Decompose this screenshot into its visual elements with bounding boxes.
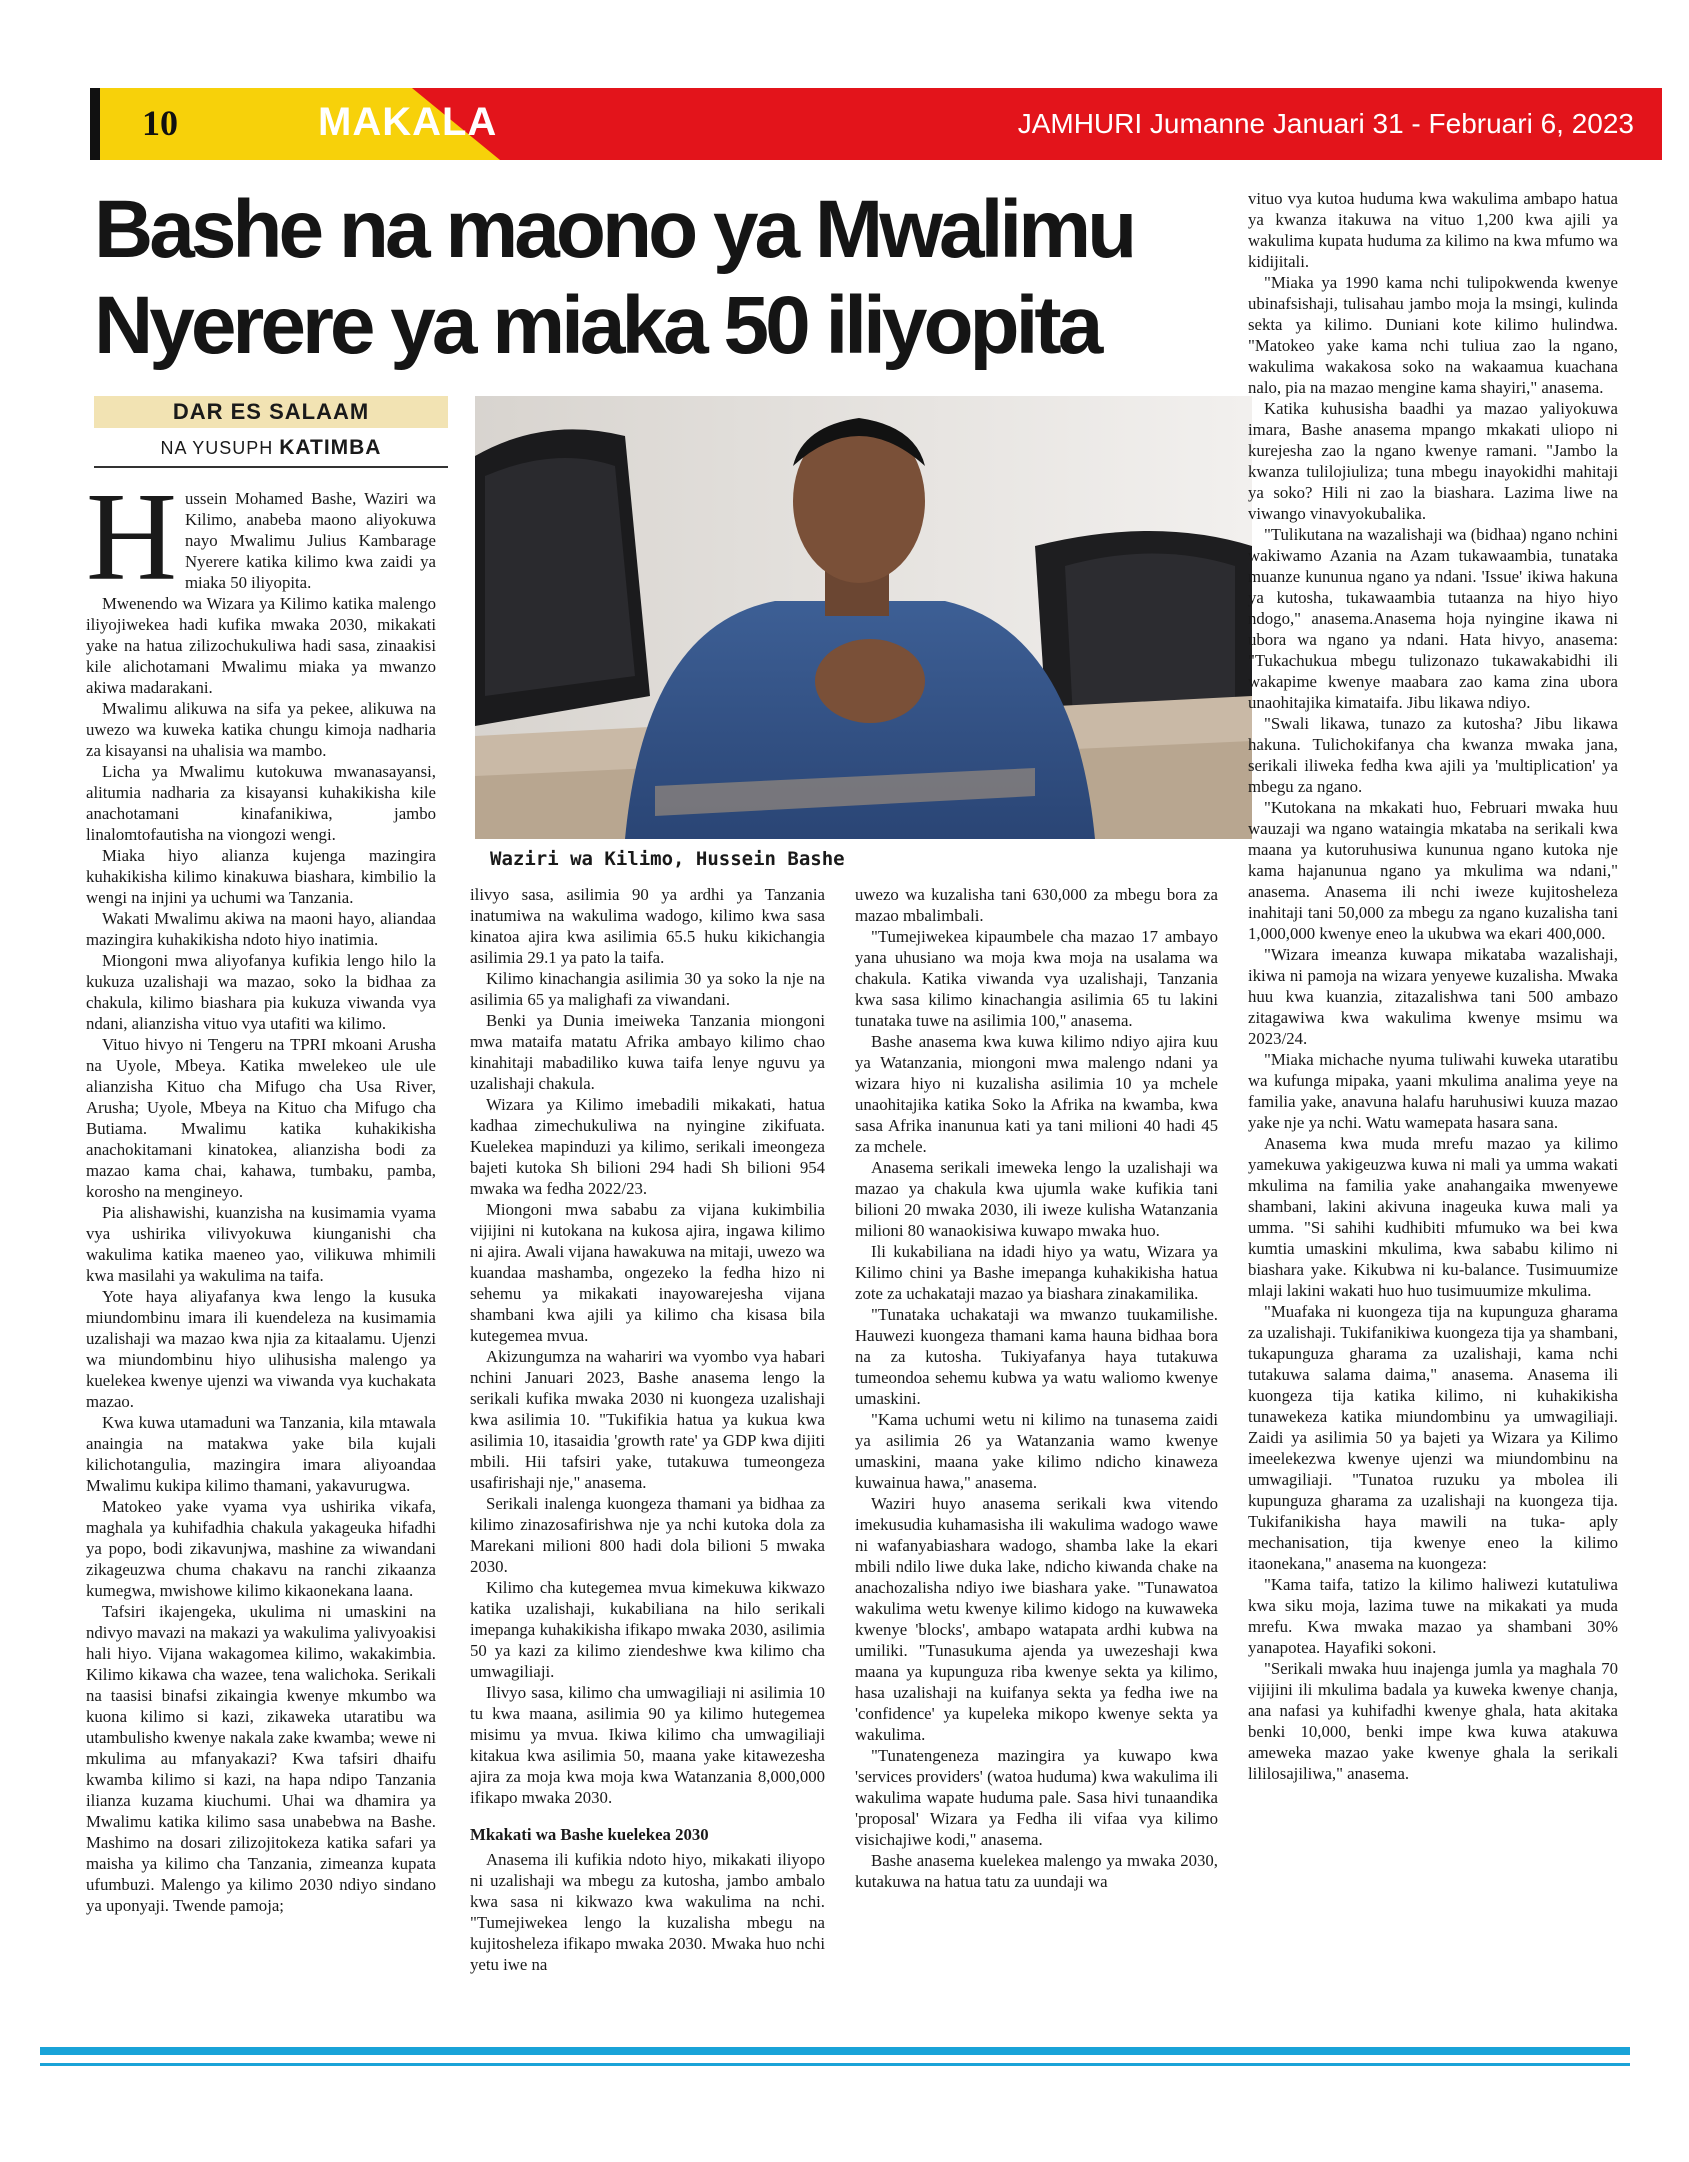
article-paragraph: Miaka hiyo alianza kujenga mazingira kuhakikisha kilimo kinakuwa biashara, kimbilio la wengi na injini ya uchumi wa Tanzania. [86, 846, 436, 907]
article-column-4 [1248, 188, 1618, 1784]
article-paragraph: "Tulikutana na wazalishaji wa (bidhaa) ngano nchini wakiwamo Azania na Azam tukawaambia, tunataka muanze kununua ngano ya ndani. 'Issue' ikiwa hakuna ya kutosha, tukawaambia tutaanza na hiyo hiyo ndogo," anasema.Anasema hoja nyingine ikawa ni ubora wa ngano ya ndani. Hata hivyo, anasema: "Tukachukua mbegu tulizonazo tukawakabidhi ili wakapime kwenye maabara zao kama zina ubora unaohitajika kimataifa. Jibu likawa ndiyo. [1248, 525, 1618, 712]
article-paragraph: Katika kuhusisha baadhi ya mazao yaliyokuwa imara, Bashe anasema mpango mkakati uliopo ni kurejesha zao la ngano kwenye ramani. "Jambo la kwanza tulilojiuliza; tuna mbegu inayokidhi mahitaji ya soko? Hili ni zao la biashara. Lazima liwe na viwango vinavyokubalika. [1248, 399, 1618, 523]
page-header [90, 88, 1662, 160]
headline-line-2: Nyerere ya miaka 50 iliyopita [94, 280, 1100, 371]
article-paragraph: "Wizara imeanza kuwapa mikataba wazalishaji, ikiwa ni pamoja na wizara yenyewe kuzalisha. Mwaka huu kwa kuanzia, zitazalishwa tani 500 ambazo zitagawiwa kwa wakulima kwenye msimu wa 2023/24. [1248, 945, 1618, 1048]
headline-line-1: Bashe na maono ya Mwalimu [94, 184, 1134, 275]
article-column-2 [470, 884, 825, 1975]
article-paragraph: Bashe anasema kwa kuwa kilimo ndiyo ajira kuu ya Watanzania, miongoni mwa malengo ndani ya wizara hiyo ni kuzalisha asilimia 10 ya mchele unaohitajika katika Soko la Afrika na kwamba, kwa sasa Afrika inanunua kati ya tani milioni 40 hadi 45 za mchele. [855, 1032, 1218, 1156]
article-paragraph: Benki ya Dunia imeiweka Tanzania miongoni mwa mataifa matatu Afrika ambayo kilimo chao kinahitaji mabadiliko kuwa taifa lenye nguvu ya uzalishaji chakula. [470, 1011, 825, 1093]
article-paragraph: "Muafaka ni kuongeza tija na kupunguza gharama za uzalishaji. Tukifanikiwa kuongeza tija ya shambani, tukapunguza gharama za uzalishaji, kama nchi tutakuwa salama daima," anasema. Anasema ili kuongeza tija katika kilimo, ni kuhakikisha tunawekeza katika miundombinu ya umwagiliaji. Zaidi ya asilimia 50 ya bajeti ya Wizara ya Kilimo imeelekezwa kwenye ujenzi wa miundombinu na umwagiliaji. "Tunatoa ruzuku ya mbolea ili kupunguza gharama za uzalishaji na kuongeza tija. Tukifanikisha haya mawili na tuka- aply mechanisation, tija kwenye eneo la kilimo itaonekana," anasema na kuongeza: [1248, 1302, 1618, 1573]
article-paragraph: Anasema kwa muda mrefu mazao ya kilimo yamekuwa yakigeuzwa kuwa ni mali ya umma wakati mkulima na familia yake anahangaika mwenyewe shambani, lakini akivuna inageuka kuwa mali ya umma. "Si sahihi kudhibiti mfumuko wa bei kwa kumtia umaskini mkulima, kwa sababu kilimo ni biashara yake. Kikubwa ni ku-balance. Tusimuumize mlaji lakini wakati huo huo tusimuumize mkulima. [1248, 1134, 1618, 1300]
article-paragraph: Kwa kuwa utamaduni wa Tanzania, kila mtawala anaingia na matakwa yake bila kujali kilichotangulia, mazingira imara aliyoandaa Mwalimu kukipa kilimo thamani, yakavurugwa. [86, 1413, 436, 1495]
article-subheading: Mkakati wa Bashe kuelekea 2030 [470, 1825, 709, 1844]
article-paragraph: Vituo hivyo ni Tengeru na TPRI mkoani Arusha na Uyole, Mbeya. Katika mwelekeo ule ule alianzisha Kituo cha Mifugo cha Usa River, Arusha; Uyole, Mbeya na Kituo cha Mifugo cha Butiama. Mwalimu katika kuhakikisha anachokitamani kinatokea, alianzisha bodi za mazao kama chai, kahawa, tumbaku, pamba, korosho na mengineyo. [86, 1035, 436, 1201]
article-paragraph: Anasema serikali imeweka lengo la uzalishaji wa mazao ya chakula kwa ujumla wake kufikia tani bilioni 20 mwaka 2030, ili iweze kulisha Watanzania milioni 80 wanaokisiwa kuwapo mwaka huo. [855, 1158, 1218, 1240]
article-paragraph: Akizungumza na wahariri wa vyombo vya habari nchini Januari 2023, Bashe anasema lengo la serikali kufika mwaka 2030 ni kuongeza uzalishaji kwa asilimia 10. "Tukifikia hatua ya kukua kwa asilimia 10, itasaidia 'growth rate' ya GDP kwa dijiti mbili. Hii tafsiri yake, tutakuwa tumeongeza usafirishaji nje," anasema. [470, 1347, 825, 1492]
article-paragraph: Waziri huyo anasema serikali kwa vitendo imekusudia kuhamasisha ili wakulima wadogo wawe ni wafanyabiashara wadogo, shamba lake la ekari mbili ndilo liwe duka lake, ndicho kiwanda chake na anachozalisha ndiyo iwe biashara yake. "Tunawatoa wakulima wetu kwenye kilimo kidogo na kuwaweka kwenye 'blocks', ambapo watapata ardhi kubwa na umiliki. "Tunasukuma ajenda ya uwezeshaji kwa maana ya kupunguza riba kwenye sekta ya kilimo, hasa uzalishaji na kuifanya sekta ya fedha iwe na 'confidence' ya kupeleka mikopo kwenye sekta ya wakulima. [855, 1494, 1218, 1744]
footer-rule-thick [40, 2047, 1630, 2055]
article-paragraph: Anasema ili kufikia ndoto hiyo, mikakati iliyopo ni uzalishaji wa mbegu za kutosha, jambo ambalo kwa sasa ni kikwazo kwa wakulima na nchi. "Tumejiwekea lengo la kuzalisha mbegu na kujitosheleza ifikapo mwaka 2030. Mwaka huo nchi yetu iwe na [470, 1850, 825, 1974]
article-column-3 [855, 884, 1218, 1892]
article-paragraph: Mwalimu alikuwa na sifa ya pekee, alikuwa na uwezo wa kuweka katika chungu kimoja nadharia za kisayansi na uhalisia wa mambo. [86, 699, 436, 760]
article-paragraph: "Serikali mwaka huu inajenga jumla ya maghala 70 vijijini ili mkulima badala ya kuweka kwenye chanja, ana nafasi ya kuhifadhi kwenye ghala, hata akitaka benki 10,000, benki impe kwa kuwa atakuwa ameweka mazao yake kwenye ghala la serikali lililosajiliwa," anasema. [1248, 1659, 1618, 1783]
article-paragraph: uwezo wa kuzalisha tani 630,000 za mbegu bora za mazao mbalimbali. [855, 885, 1218, 925]
article-column-1 [86, 468, 436, 1916]
header-black-bar [90, 88, 100, 160]
article-paragraph: "Kama uchumi wetu ni kilimo na tunasema zaidi ya asilimia 26 ya Watanzania wamo kwenye umaskini, maana yake kilimo ndicho kinaweza kuwainua hawa," anasema. [855, 1410, 1218, 1492]
article-paragraph: Matokeo yake vyama vya ushirika vikafa, maghala ya kuhifadhia chakula yakageuka hifadhi ya popo, bodi zikavunjwa, mashine za wiwandani zikageuzwa chuma chakavu na ranchi zikaanza kumegwa, mwishowe kilimo kikaonekana laana. [86, 1497, 436, 1600]
article-paragraph: Bashe anasema kuelekea malengo ya mwaka 2030, kutakuwa na hatua tatu za uundaji wa [855, 1851, 1218, 1891]
article-paragraph: vituo vya kutoa huduma kwa wakulima ambapo hatua ya kwanza itakuwa na vituo 1,200 kwa ajili ya wakulima kupata huduma za kilimo na kwa mfumo wa kidijitali. [1248, 189, 1618, 271]
article-headline [94, 182, 1249, 374]
article-paragraph: "Kama taifa, tatizo la kilimo haliwezi kutatuliwa kwa siku moja, lazima tuwe na mikakati ya muda mrefu. Kwa mwaka mazao ya shambani 30% yanapotea. Hayafiki sokoni. [1248, 1575, 1618, 1657]
article-paragraph: "Tumejiwekea kipaumbele cha mazao 17 ambayo yana uhusiano wa moja kwa moja na usalama wa chakula. Katika viwanda vya uzalishaji, Tanzania kwa sasa kilimo kinachangia asilimia 65 tu lakini tunataka tuwe na asilimia 100," anasema. [855, 927, 1218, 1030]
byline-prefix: NA YUSUPH [160, 438, 274, 458]
article-photo [475, 396, 1252, 839]
article-paragraph: Ilivyo sasa, kilimo cha umwagiliaji ni asilimia 10 tu kwa maana, asilimia 90 ya kilimo hutegemea misimu ya mvua. Ikiwa kilimo cha umwagiliaji kitakua kwa asilimia 50, maana yake kitawezesha ajira za moja kwa moja kwa Watanzania 8,000,000 ifikapo mwaka 2030. [470, 1683, 825, 1807]
dateline-place: DAR ES SALAAM [94, 396, 448, 428]
article-paragraph: ilivyo sasa, asilimia 90 ya ardhi ya Tanzania inatumiwa na wakulima wadogo, kilimo kwa sasa kinatoa ajira kwa asilimia 65.5 huku kikichangia asilimia 29.1 ya pato la taifa. [470, 885, 825, 967]
article-paragraph: "Tunatengeneza mazingira ya kuwapo kwa 'services providers' (watoa huduma) kwa wakulima ili wakulima wapate huduma pale. Sasa hivi tunaandika 'proposal' Wizara ya Fedha ili vifaa vya kilimo visichajiwe kodi," anasema. [855, 1746, 1218, 1849]
article-paragraph: "Swali likawa, tunazo za kutosha? Jibu likawa hakuna. Tulichokifanya cha kwanza mwaka jana, serikali iliweka fedha kwa ajili ya 'multiplication' ya mbegu za ngano. [1248, 714, 1618, 796]
article-paragraph: Hussein Mohamed Bashe, Waziri wa Kilimo, anabeba maono aliyokuwa nayo Mwalimu Julius Kambarage Nyerere katika kilimo kwa zaidi ya miaka 50 iliyopita. [86, 468, 436, 607]
byline-name: KATIMBA [279, 436, 382, 459]
page-number: 10 [142, 103, 178, 143]
article-paragraph: Serikali inalenga kuongeza thamani ya bidhaa za kilimo zinazosafirishwa nje ya nchi kutoka dola za Marekani milioni 800 hadi dola bilioni 5 mwaka 2030. [470, 1494, 825, 1576]
article-paragraph: Miongoni mwa sababu za vijana kukimbilia vijijini ni kutokana na kukosa ajira, ingawa kilimo ni ajira. Awali vijana hawakuwa na mitaji, uwezo wa kuandaa mashamba, ongezeko la fedha hizo ni sehemu ya mikakati inayowarejesha vijana shambani kwa ajili ya kilimo cha kisasa bila kutegemea mvua. [470, 1200, 825, 1345]
footer-rule-thin [40, 2063, 1630, 2066]
article-paragraph: Kilimo cha kutegemea mvua kimekuwa kikwazo katika uzalishaji, kukabiliana na hilo serikali imepanga kuhakikisha ifikapo mwaka 2030, asilimia 50 ya kazi za kilimo ziendeshwe kwa kilimo cha umwagiliaji. [470, 1578, 825, 1681]
article-paragraph: Tafsiri ikajengeka, ukulima ni umaskini na ndivyo mavazi na makazi ya wakulima yalivyoakisi hali hiyo. Vijana wakagomea kilimo, wakakimbia. Kilimo kikawa cha wazee, tena walichoka. Serikali na taasisi binafsi zikaingia kwenye mkumbo wa kuona kilimo si kazi, zikaweka utaratibu wa utambulisho kwenye nakala zake kwamba; wewe ni mkulima au mfanyakazi? Kwa tafsiri dhaifu kwamba kilimo si kazi, na hapa ndipo Tanzania ilianza kuzama kiuchumi. Uhai wa dhamira ya Mwalimu katika kilimo sasa unabebwa na Bashe. Mashimo na dosari zilizojitokeza katika safari ya maisha ya kilimo cha Tanzania, zimeanza kupata ufumbuzi. Malengo ya kilimo 2030 ndiyo sindano ya uponyaji. Twende pamoja; [86, 1602, 436, 1915]
article-paragraph: Yote haya aliyafanya kwa lengo la kusuka miundombinu imara ili kuendeleza na kusimamia uzalishaji wa mazao kwa njia za kitaalamu. Ujenzi wa miundombinu hiyo ulihusisha malengo ya kuelekea kwenye ujenzi wa viwanda vya kuchakata mazao. [86, 1287, 436, 1411]
drop-cap: H [86, 468, 177, 607]
photo-illustration [475, 396, 1252, 839]
article-paragraph: Pia alishawishi, kuanzisha na kusimamia vyama vya ushirika vilivyokuwa kiunganishi cha wakulima katika maeneo yao, vilikuwa mhimili kwa masilahi ya wakulima na taifa. [86, 1203, 436, 1285]
article-paragraph: Wizara ya Kilimo imebadili mikakati, hatua kadhaa zimechukuliwa na nyingine zikifuata. Kuelekea mapinduzi ya kilimo, serikali imeongeza bajeti kutoka Sh bilioni 294 hadi Sh bilioni 954 mwaka wa fedha 2022/23. [470, 1095, 825, 1198]
section-label: MAKALA [318, 100, 498, 144]
article-paragraph: Mwenendo wa Wizara ya Kilimo katika malengo iliyojiwekea hadi kufika mwaka 2030, mikakati yake na hatua zilizochukuliwa hadi sasa, zinaakisi kile alichotamani Mwalimu miaka ya mwanzo akiwa madarakani. [86, 594, 436, 697]
photo-caption: Waziri wa Kilimo, Hussein Bashe [490, 848, 845, 870]
article-paragraph: Ili kukabiliana na idadi hiyo ya watu, Wizara ya Kilimo chini ya Bashe imepanga kuhakikisha hatua zote za uchakataji mazao ya biashara zinakamilika. [855, 1242, 1218, 1303]
article-paragraph: "Miaka michache nyuma tuliwahi kuweka utaratibu wa kufunga mipaka, yaani mkulima analima yeye na familia yake, anavuna halafu haruhusiwi kuuza mazao yake nje ya nchi. Watu wamepata hasara sana. [1248, 1050, 1618, 1132]
article-paragraph: "Kutokana na mkakati huo, Februari mwaka huu wauzaji wa ngano wataingia mkataba na serikali kwa maana ya kutoruhusiwa kununua ngano kutoka nje kama hajanunua ngano ya mkulima wa ndani," anasema. Anasema ili nchi iweze kujitosheleza inahitaji tani 50,000 za mbegu za ngano kuzalisha tani 1,000,000 kwenye eneo la ukubwa wa ekari 400,000. [1248, 798, 1618, 943]
article-paragraph: "Miaka ya 1990 kama nchi tulipokwenda kwenye ubinafsishaji, tulisahau jambo moja la msingi, kulinda sekta ya kilimo. Duniani kote kilimo hulindwa. "Matokeo yake kama nchi tuliua zao la ngano, wakulima wakakosa soko na wakaamua kuachana nalo, pia na mazao mengine kama shayiri," anasema. [1248, 273, 1618, 397]
publication-dateline: JAMHURI Jumanne Januari 31 - Februari 6, 2023 [1017, 108, 1634, 139]
article-paragraph: Kilimo kinachangia asilimia 30 ya soko la nje na asilimia 65 ya malighafi za viwandani. [470, 969, 825, 1009]
article-paragraph: Licha ya Mwalimu kutokuwa mwanasayansi, alitumia nadharia za kisayansi kuhakikisha kile anachotamani kinafanikiwa, jambo linalomtofautisha na viongozi wengi. [86, 762, 436, 844]
article-paragraph: Wakati Mwalimu akiwa na maoni hayo, aliandaa mazingira kuhakikisha ndoto hiyo inatimia. [86, 909, 436, 949]
byline [94, 436, 448, 460]
article-paragraph: "Tunataka uchakataji wa mwanzo tuukamilishe. Hauwezi kuongeza thamani kama hauna bidhaa bora na za kutosha. Tukiyafanya haya tutakuwa tumeondoa sehemu kubwa ya watu waliomo kwenye umaskini. [855, 1305, 1218, 1408]
article-paragraph: Miongoni mwa aliyofanya kufikia lengo hilo la kukuza uzalishaji wa mazao, soko la bidhaa za chakula, kilimo biashara pia kukuza viwanda vya ndani, alianzisha vituo vya utafiti wa kilimo. [86, 951, 436, 1033]
